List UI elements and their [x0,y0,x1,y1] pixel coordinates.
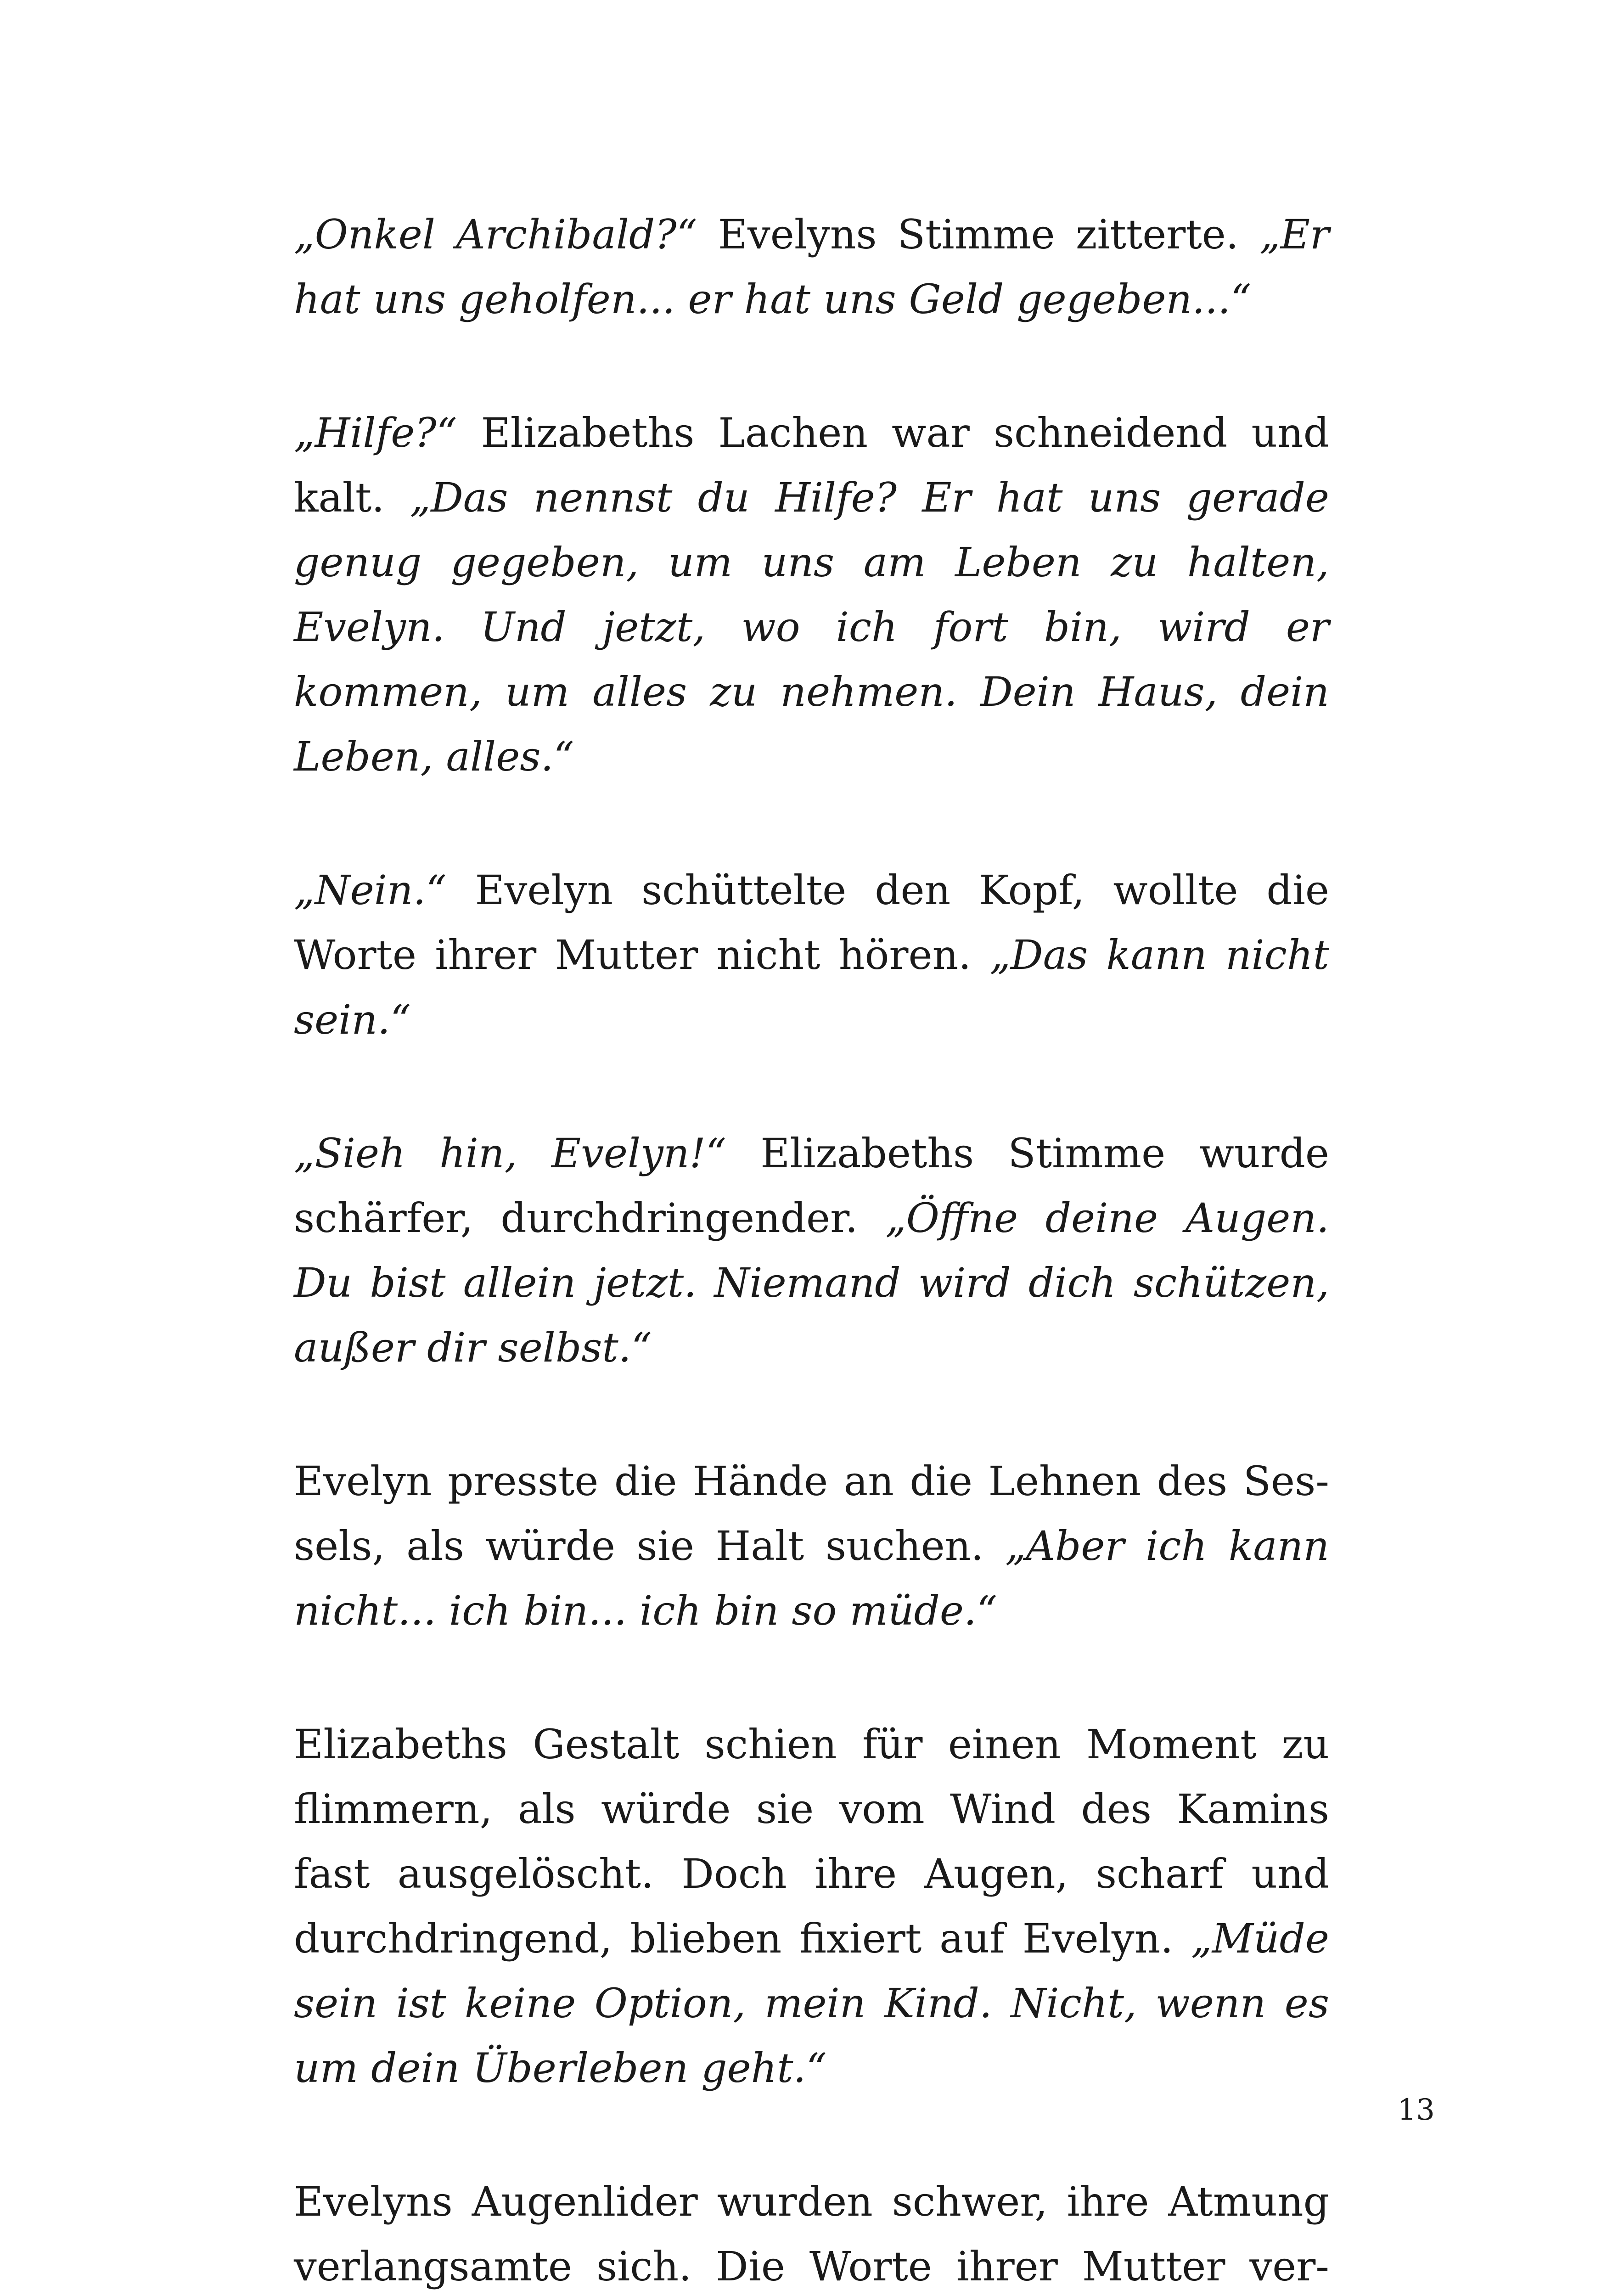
dialogue-text: „Er hat uns geholfen... er hat uns Geld gegeben...“ [294,211,1330,323]
narration-text: Evelyn presste die Hände an die Lehnen des Sessels, als würde sie Halt suchen. [294,1458,1329,1570]
narration-text: Elizabeths Gestalt schien für einen Moment zu flimmern, als würde sie vom Wind des Kamins fast ausgelöscht. Doch ihre Augen, scharf und durchdringend, blieben fixiert auf Evelyn. [294,1721,1329,1962]
dialogue-text: „Das kann nicht sein.“ [294,931,1330,1043]
narration-text: Evelyn schüttelte den Kopf, wollte die Worte ihrer Mutter nicht hören. [294,867,1329,979]
paragraph [294,400,1329,789]
dialogue-text: „Onkel Archibald?“ [294,211,697,258]
narration-text: Elizabeths Stimme wurde schärfer, durchdringender. [294,1130,1329,1242]
paragraph [294,2169,1329,2296]
paragraph [294,1121,1329,1380]
dialogue-text: „Hilfe?“ [294,409,457,456]
paragraph [294,202,1329,332]
paragraph [294,1712,1329,2100]
page-number: 13 [1397,2093,1435,2127]
page-body [294,202,1329,2296]
paragraph [294,858,1329,1052]
narration-text: Evelyns Stimme zitterte. [697,211,1260,258]
dialogue-text: „Nein.“ [294,867,447,914]
dialogue-text: „Das nennst du Hilfe? Er hat uns gerade genug gegeben, um uns am Leben zu halten, Evelyn. Und jetzt, wo ich fort bin, wird er kommen, um alles zu nehmen. Dein Haus, dein Leben, alles.“ [294,474,1329,780]
dialogue-text: „Sieh hin, Evelyn!“ [294,1130,726,1177]
dialogue-text: „Müde sein ist keine Option, mein Kind. Nicht, wenn es um dein Überleben geht.“ [294,1915,1329,2092]
paragraph [294,1449,1329,1643]
narration-text: Evelyns Augenlider wurden schwer, ihre Atmung verlangsamte sich. Die Worte ihrer Mutter ver [294,2178,1329,2290]
dialogue-text: „Aber ich kann nicht... ich bin... ich bin so müde.“ [294,1522,1330,1634]
dialogue-text: „Öffne deine Augen. Du bist allein jetzt. Niemand wird dich schützen, außer dir selbst.“ [294,1194,1329,1371]
narration-text: Elizabeths Lachen war schneidend und kalt. [294,409,1329,521]
